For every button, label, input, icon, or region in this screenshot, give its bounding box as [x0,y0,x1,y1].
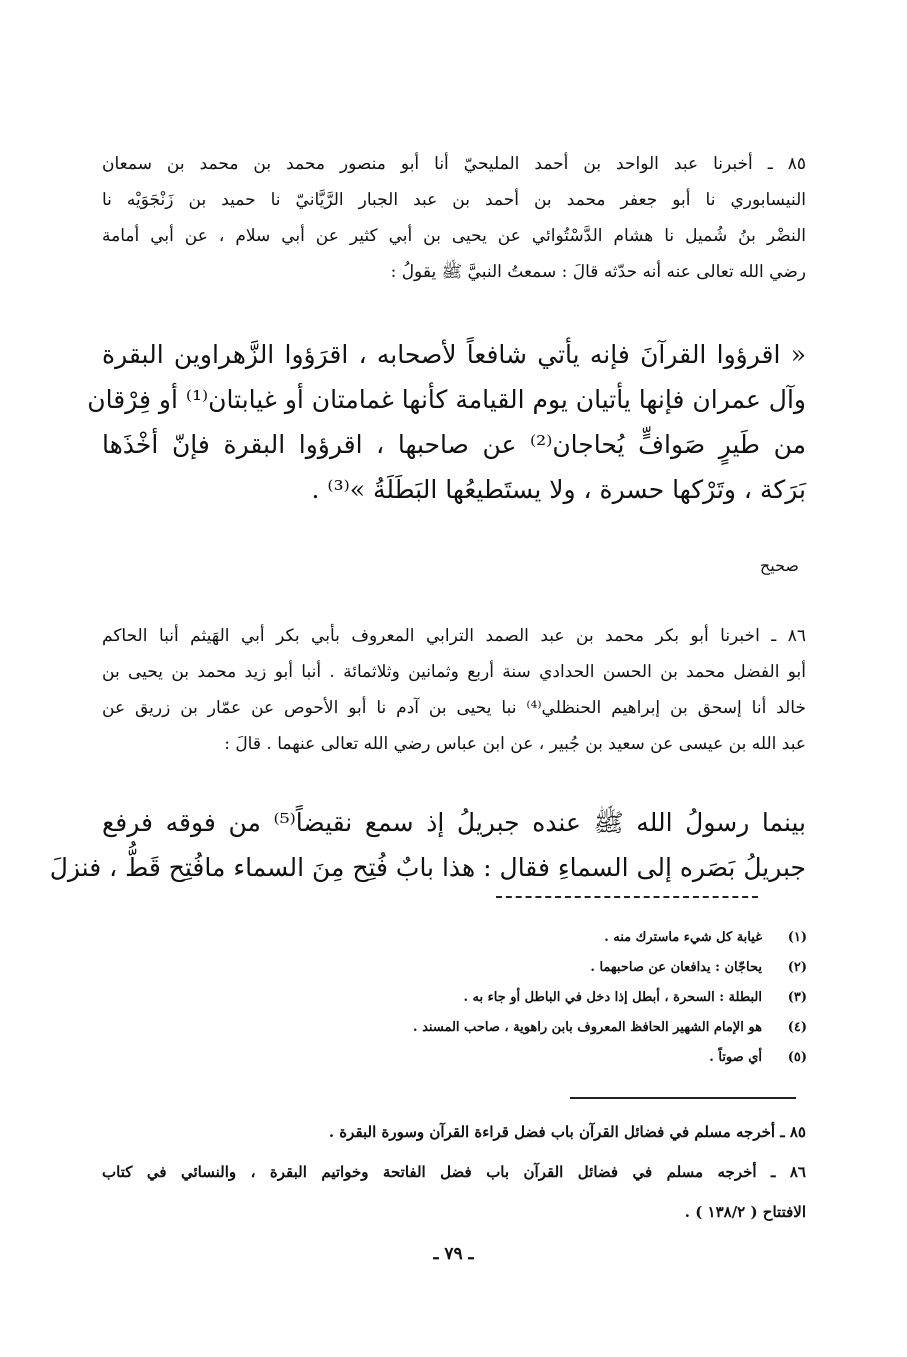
footnote [247,952,807,982]
reference [102,1152,806,1232]
matn-line: بَرَكة ، وتَرْكها حسرة ، ولا يستَطيعُها البَطَلَةُ »⁽³⁾ . [311,475,806,504]
references [102,1112,806,1232]
footnote [247,1012,807,1042]
references-separator [570,1097,796,1099]
footnote-text: يحاجّان : يدافعان عن صاحبهما . [590,959,762,975]
footnote-separator [496,896,758,898]
footnote [247,922,807,952]
footnote-text: البطلة : السحرة ، أبطل إذا دخل في الباطل أو جاء به . [463,989,762,1005]
hadith-86-matn [49,800,807,890]
isnad-line: النيسابوري نا أبو جعفر محمد بن أحمد بن عبد الجبار الرَّيَّانيّ نا حميد بن زَنْجَوَيْه نا [102,190,806,210]
footnote-text: هو الإمام الشهير الحافظ المعروف بابن راهوية ، صاحب المسند . [413,1019,762,1035]
footnote-mark: (١) [787,929,807,945]
footnote-mark: (٢) [787,959,807,975]
hadith-grade: صحيح [759,556,799,575]
footnote-text: غيابة كل شيء ماسترك منه . [604,929,762,945]
hadith-85-isnad [102,146,806,290]
page-number: ـ ٧٩ ـ [433,1244,474,1264]
reference [102,1112,806,1152]
isnad-line: رضي الله تعالى عنه أنه حدّثه قالَ : سمعتُ النبيَّ ﷺ يقولُ : [390,262,806,282]
hadith-86-isnad [102,618,806,762]
isnad-line: عبد الله بن عيسى عن سعيد بن جُبير ، عن ابن عباس رضي الله تعالى عنهما . قالَ : [224,734,806,754]
footnotes [247,922,807,1072]
isnad-line: ٨٥ ـ أخبرنا عبد الواحد بن أحمد المليحيّ أنا أبو منصور محمد بن محمد بن سمعان [102,154,806,174]
hadith-85-matn [87,332,806,512]
isnad-line: ٨٦ ـ اخبرنا أبو بكر محمد بن عبد الصمد الترابي المعروف بأبي بكر أبي الهَيثم أنبا الحاكم [102,626,806,646]
matn-line: جبريلُ بَصَره إلى السماءِ فقال : هذا بابٌ فُتِح مِنَ السماء مافُتِح قَطُّ ، فنزلَ [49,853,806,882]
matn-line: وآل عمران فإنها يأتيان يوم القيامة كأنها غمامتان أو غيابتان⁽¹⁾ أو فِرْقان [87,385,806,414]
footnote-text: أي صوتاً . [709,1049,762,1065]
reference-line: الافتتاح ( ١٣٨/٢ ) . [684,1203,806,1221]
isnad-line: أبو الفضل محمد بن الحسن الحدادي سنة أربع وثمانين وثلاثمائة . أنبا أبو زيد محمد بن يحيى بن [102,662,806,682]
matn-line: من طَيرٍ صَوافٍّ يُحاجان⁽²⁾ عن صاحبها ، اقرؤوا البقرة فإنّ أخْذَها [102,430,806,459]
isnad-line: خالد أنا إسحق بن إبراهيم الحنظلي⁽⁴⁾ نبا يحيى بن آدم نا أبو الأحوص عن عمّار بن زريق عن [102,698,806,718]
footnote [247,982,807,1012]
matn-line: بينما رسولُ الله ﷺ عنده جبريلُ إذ سمع نقيضاً⁽⁵⁾ من فوقه فرفع [102,808,807,837]
isnad-line: النضْر بنُ شُميل نا هشام الدَّسْتُوائي عن يحيى بن أبي كثير عن أبي سلام ، عن أبي أمامة [102,226,806,246]
reference-line: ٨٥ ـ أخرجه مسلم في فضائل القرآن باب فضل قراءة القرآن وسورة البقرة . [328,1123,806,1141]
footnote [247,1042,807,1072]
reference-line: ٨٦ ـ أخرجه مسلم في فضائل القرآن باب فضل الفاتحة وخواتيم البقرة ، والنسائي في كتاب [102,1163,806,1181]
footnote-mark: (٣) [787,989,807,1005]
footnote-mark: (٥) [787,1049,807,1065]
matn-line: « اقرؤوا القرآنَ فإنه يأتي شافعاً لأصحابه ، اقرَؤوا الزَّهراوين البقرة [102,340,806,369]
footnote-mark: (٤) [787,1019,807,1035]
